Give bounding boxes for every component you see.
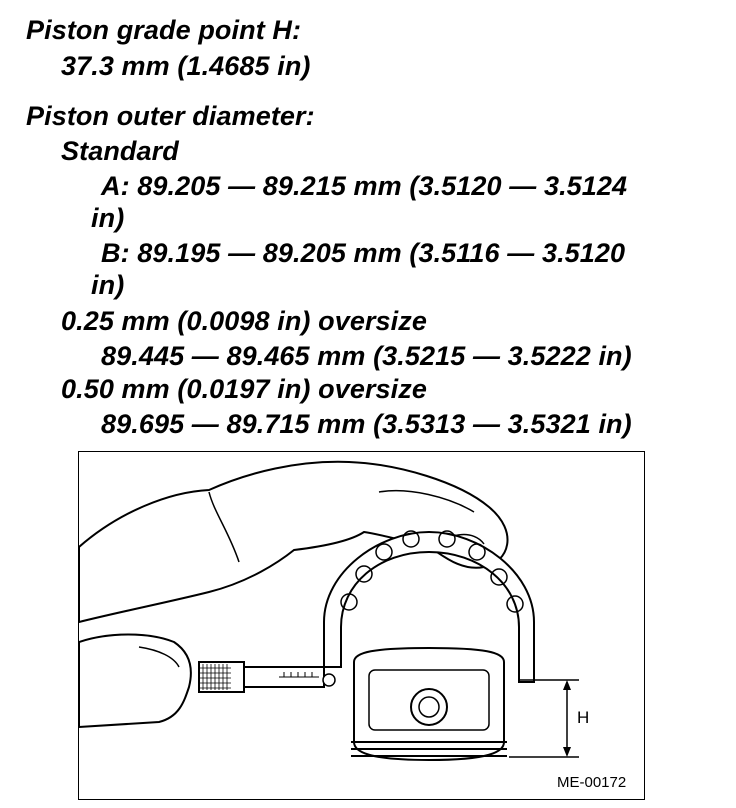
outer-diameter-heading: Piston outer diameter: xyxy=(26,101,315,131)
grade-point-value: 37.3 mm (1.4685 in) xyxy=(61,51,311,81)
grade-b-line2: in) xyxy=(91,270,125,300)
oversize-050-value: 89.695 — 89.715 mm (3.5313 — 3.5321 in) xyxy=(101,409,632,439)
oversize-050-label: 0.50 mm (0.0197 in) oversize xyxy=(61,374,427,404)
lower-hand xyxy=(79,635,191,728)
oversize-025-label: 0.25 mm (0.0098 in) oversize xyxy=(61,306,427,336)
oversize-025-value: 89.445 — 89.465 mm (3.5215 — 3.5222 in) xyxy=(101,341,632,371)
grade-a-line2: in) xyxy=(91,203,125,233)
grade-a-line1: A: 89.205 — 89.215 mm (3.5120 — 3.5124 xyxy=(101,171,628,201)
piston xyxy=(354,648,504,760)
illustration-drawing xyxy=(79,452,646,801)
figure-code: ME-00172 xyxy=(557,774,627,791)
micrometer-thimble xyxy=(199,662,244,692)
grade-point-heading: Piston grade point H: xyxy=(26,15,302,45)
dimension-label-h: H xyxy=(577,708,590,727)
micrometer-illustration xyxy=(78,451,645,800)
grade-b-line1: B: 89.195 — 89.205 mm (3.5116 — 3.5120 xyxy=(101,238,626,268)
standard-label: Standard xyxy=(61,136,179,166)
